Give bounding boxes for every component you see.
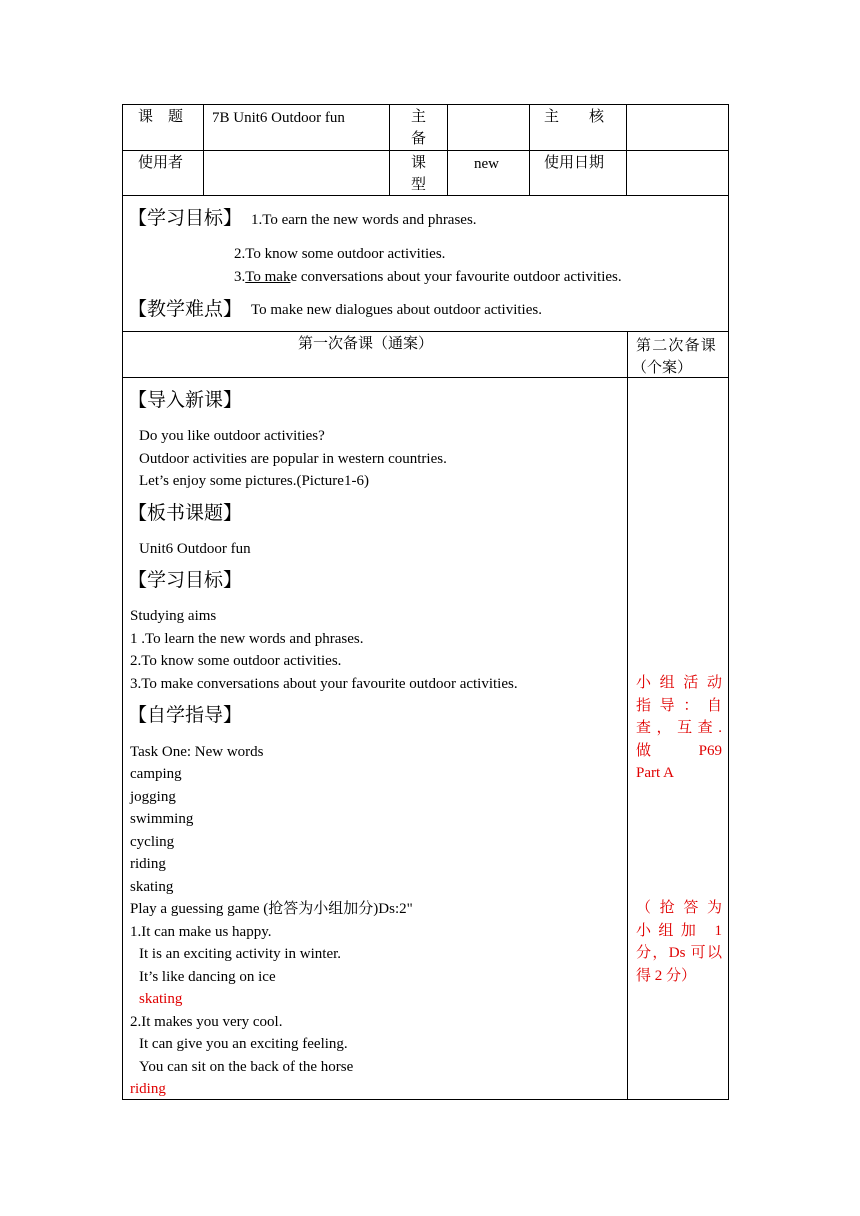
aims-heading: 【学习目标】 — [128, 570, 243, 591]
intro-heading: 【导入新课】 — [128, 390, 243, 411]
table-border-left — [122, 104, 123, 1100]
word-item: camping — [130, 766, 182, 782]
side-note-line: Part A — [636, 765, 674, 781]
side-note-line: 小组活动 — [636, 675, 722, 691]
side-note-line: 查，互查. — [636, 720, 722, 736]
task-one: Task One: New words — [130, 744, 264, 760]
label-reviewer: 主 核 — [544, 109, 605, 125]
label-main-prep-line1: 主 — [410, 109, 426, 125]
label-type-line1: 课 — [410, 155, 426, 171]
word-item: cycling — [130, 834, 175, 850]
title-value: 7B Unit6 Outdoor fun — [212, 110, 345, 126]
objective-item-3-prefix: 3. — [234, 269, 246, 285]
col-divider — [529, 104, 530, 196]
label-type-line2: 型 — [410, 177, 426, 193]
label-title: 课 题 — [138, 109, 184, 125]
aims-line: 1 .To learn the new words and phrases. — [130, 631, 364, 647]
guide-heading: 【自学指导】 — [128, 705, 243, 726]
aims-line: 3.To make conversations about your favourite outdoor activities. — [130, 676, 518, 692]
answer-1: skating — [139, 991, 183, 1007]
board-text: Unit6 Outdoor fun — [139, 541, 251, 557]
label-main-prep — [390, 106, 447, 150]
label-date: 使用日期 — [544, 155, 605, 171]
word-item: jogging — [130, 789, 176, 805]
objective-item-3-underlined: To mak — [245, 269, 291, 285]
word-item: riding — [130, 856, 166, 872]
side-note-bonus — [636, 897, 722, 987]
side-note-line: 指导：自 — [636, 697, 722, 714]
first-prep-header: 第一次备课（通案） — [298, 336, 434, 352]
label-main-prep-line2: 备 — [410, 131, 426, 147]
word-item: swimming — [130, 811, 194, 827]
table-border-top — [122, 104, 729, 105]
col-divider — [203, 104, 204, 196]
table-border-bottom — [122, 1099, 729, 1100]
answer-2: riding — [130, 1081, 166, 1097]
aims-line: 2.To know some outdoor activities. — [130, 653, 342, 669]
table-border-right — [728, 104, 729, 1100]
intro-line: Let’s enjoy some pictures.(Picture1-6) — [139, 473, 369, 489]
col-divider — [627, 331, 628, 1100]
objective-item-3 — [234, 266, 622, 288]
objective-item-2: 2.To know some outdoor activities. — [234, 246, 446, 262]
aims-line: Studying aims — [130, 608, 217, 624]
type-value: new — [474, 156, 499, 172]
objectives-label: 【学习目标】 — [128, 208, 243, 229]
side-note-group-activity — [636, 672, 722, 785]
difficulty-label: 【教学难点】 — [128, 299, 243, 320]
row-divider — [122, 150, 729, 151]
objective-item-1: 1.To earn the new words and phrases. — [251, 212, 477, 228]
word-item: skating — [130, 879, 174, 895]
side-note-line: 做 P69 — [636, 742, 722, 759]
side-note-line: 得 2 分） — [636, 967, 697, 984]
difficulty-text: To make new dialogues about outdoor activities. — [251, 302, 542, 318]
board-heading: 【板书课题】 — [128, 503, 243, 524]
objective-item-3-rest: e conversations about your favourite outdoor activities. — [290, 269, 622, 285]
intro-line: Do you like outdoor activities? — [139, 428, 325, 444]
question-line: It is an exciting activity in winter. — [139, 946, 342, 962]
second-prep-header-line1: 第二次备课 — [636, 338, 718, 354]
question-line: It can give you an exciting feeling. — [139, 1036, 348, 1052]
label-user: 使用者 — [138, 155, 184, 171]
question-line: 1.It can make us happy. — [130, 924, 272, 940]
question-line: It’s like dancing on ice — [139, 969, 276, 985]
intro-line: Outdoor activities are popular in western countries. — [139, 451, 447, 467]
question-line: You can sit on the back of the horse — [139, 1059, 354, 1075]
col-divider — [447, 104, 448, 196]
col-divider — [626, 104, 627, 196]
second-prep-header-line2: （个案） — [632, 360, 693, 376]
label-type — [390, 152, 447, 196]
question-line: 2.It makes you very cool. — [130, 1014, 283, 1030]
guessing-game: Play a guessing game (抢答为小组加分)Ds:2" — [130, 901, 413, 917]
side-note-line: 分，Ds 可以 — [636, 945, 722, 961]
row-divider — [122, 331, 729, 332]
side-note-line: （抢答为 — [636, 900, 722, 916]
side-note-line: 小组加 1 — [636, 922, 722, 939]
